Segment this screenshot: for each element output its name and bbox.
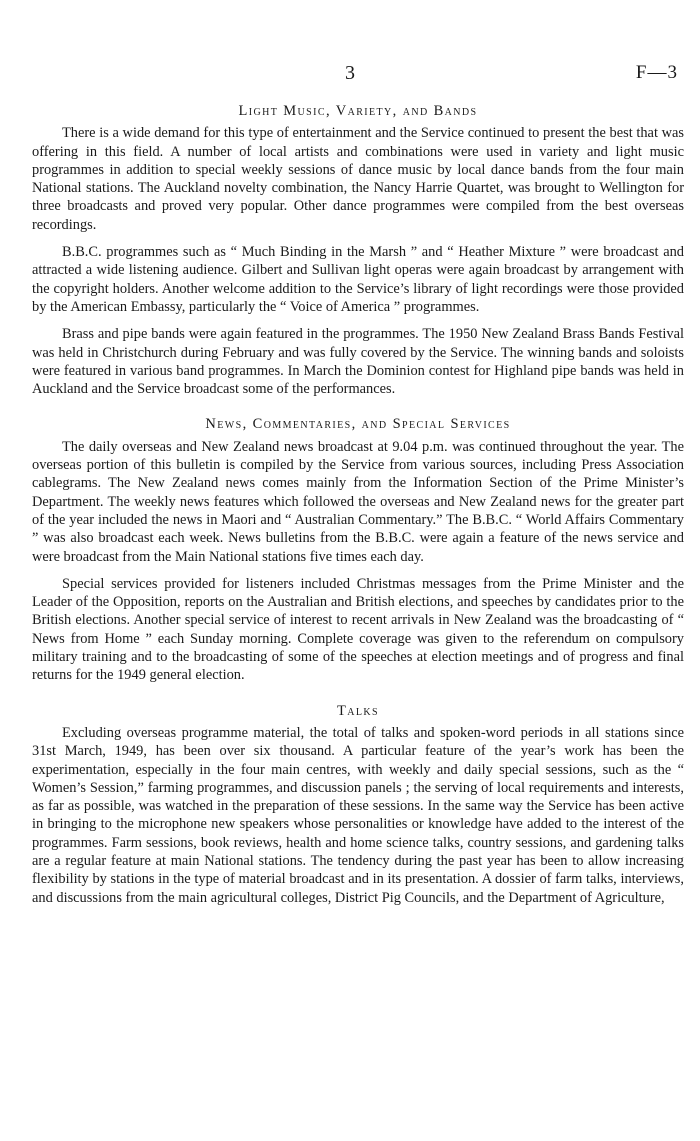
paragraph: Brass and pipe bands were again featured in the programmes. The 1950 New Zealand Brass Bands Festival was held in Christchurch during February and was fully covered by the Service. The winning bands and soloists were featured in various band programmes. In March the Dominion contest for Highland pipe bands was held in Auckland and the Service broadcast some of the performances. bbox=[32, 326, 684, 398]
section-talks bbox=[32, 702, 684, 907]
section-heading-talks: Talks bbox=[337, 702, 379, 719]
section-news bbox=[32, 415, 684, 684]
section-light-music bbox=[32, 102, 684, 398]
paragraph: Excluding overseas programme material, the total of talks and spoken-word periods in all stations since 31st March, 1949, has been over six thousand. A particular feature of the year’s work has been the experimentation, especially in the four main centres, with weekly and daily special sessions, such as the “ Women’s Session,” farming programmes, and discussion panels ; the serving of local requirements and interests, as far as possible, was watched in the preparation of these sessions. In the same way the Service has been active in bringing to the microphone new speakers whose personalities or knowledge have added to the interest of the programmes. Farm sessions, book reviews, health and home science talks, country sessions, and gardening talks are a regular feature at main National stations. The tendency during the past year has been to allow increasing flexibility by stations in the type of material broadcast and in its presentation. A dossier of farm talks, interviews, and discussions from the main agricultural colleges, District Pig Councils, and the Department of Agriculture, bbox=[32, 724, 684, 906]
body-text bbox=[32, 102, 684, 916]
paragraph: The daily overseas and New Zealand news broadcast at 9.04 p.m. was continued throughout the year. The overseas portion of this bulletin is compiled by the Service from various sources, including Press Association cablegrams. The New Zealand news comes mainly from the Information Section of the Prime Minister’s Department. The weekly news features which followed the overseas and New Zealand news for the greater part of the year included the news in Maori and “ Australian Commentary.” The B.B.C. “ World Affairs Commentary ” was also broadcast each week. News bulletins from the B.B.C. were again a feature of the news service and were broadcast from the Main National stations five times each day. bbox=[32, 438, 684, 565]
document-reference: F—3 bbox=[635, 62, 678, 83]
section-heading-news: News, Commentaries, and Special Services bbox=[205, 416, 511, 433]
page-number: 3 bbox=[345, 62, 355, 84]
paragraph: B.B.C. programmes such as “ Much Binding in the Marsh ” and “ Heather Mixture ” were broadcast and attracted a wide listening audience. Gilbert and Sullivan light operas were again broadcast by arrangement with the copyright holders. Another welcome addition to the Service’s library of light recordings were those provided by the American Embassy, particularly the “ Voice of America ” programmes. bbox=[32, 244, 684, 315]
paragraph: Special services provided for listeners included Christmas messages from the Prime Minister and the Leader of the Opposition, reports on the Australian and British elections, and speeches by candidates prior to the British elections. Another special service of interest to recent arrivals in New Zealand was the broadcasting of “ News from Home ” each Sunday morning. Complete coverage was given to the referendum on compulsory military training and to the broadcasting of some of the speeches at election meetings and of progress and final returns for the 1949 general election. bbox=[32, 575, 684, 684]
paragraph: There is a wide demand for this type of entertainment and the Service continued to present the best that was offering in this field. A number of local artists and combinations were used in variety and light music programmes in addition to special weekly sessions of dance music by local dance bands from the four main National stations. The Auckland novelty combination, the Nancy Harrie Quartet, was brought to Wellington for three broadcasts and proved very popular. Other dance programmes were compiled from the best overseas recordings. bbox=[32, 125, 684, 233]
section-heading-light-music: Light Music, Variety, and Bands bbox=[238, 103, 478, 119]
